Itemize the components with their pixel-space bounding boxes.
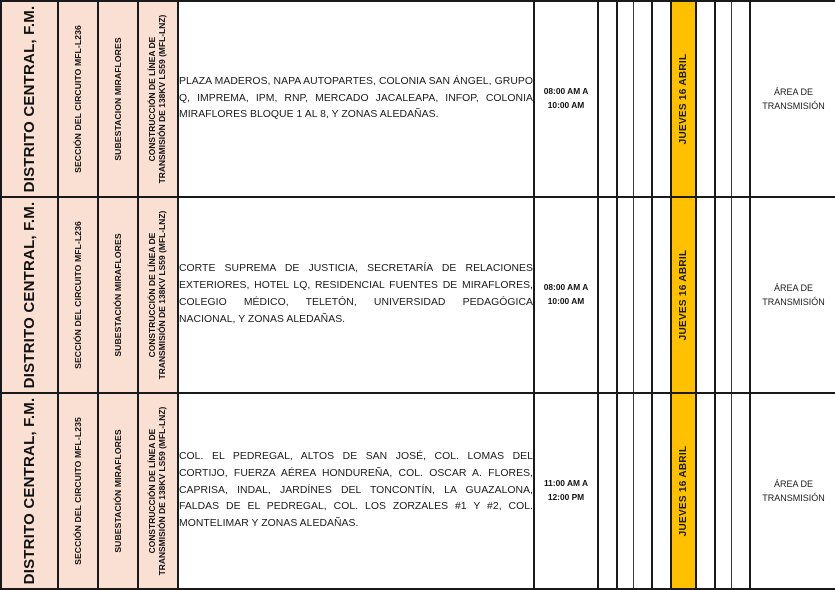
substation-label: SUBESTACIÓN MIRAFLORES (112, 429, 123, 553)
spacer-cell-2 (617, 1, 633, 197)
spacer-cell-3 (633, 1, 652, 197)
day-highlight-cell (671, 197, 696, 393)
district-cell (1, 197, 58, 393)
table-row (1, 197, 835, 393)
substation-cell (98, 1, 138, 197)
spacer-cell-1 (598, 197, 617, 393)
spacer-cell-4 (652, 197, 671, 393)
substation-label: SUBESTACION MIRAFLORES (112, 37, 123, 161)
table-row (1, 1, 835, 197)
affected-areas-text: PLAZA MADEROS, NAPA AUTOPARTES, COLONIA SAN ÁNGEL, GRUPO Q, IMPREMA, IPM, RNP, MERCADO JACALEAPA, INFOP, COLONIA MIRAFLORES BLOQUE 1 AL 8, Y ZONAS ALEDAÑAS. (179, 75, 533, 121)
work-description-cell (138, 393, 178, 589)
day-label: JUEVES 16 ABRIL (677, 249, 689, 341)
substation-label: SUBESTACIÓN MIRAFLORES (112, 233, 123, 357)
transmission-area-cell (750, 197, 835, 393)
time-to: 10:00 AM (547, 100, 585, 110)
circuit-label: SECCIÓN DEL CIRCUITO MFL-L236 (72, 25, 83, 173)
time-to: 10:00 AM (547, 296, 585, 306)
district-cell (1, 1, 58, 197)
affected-areas-cell (178, 1, 534, 197)
transmission-area-cell (750, 393, 835, 589)
area-line-1: ÁREA DE (773, 86, 813, 97)
area-line-1: ÁREA DE (773, 282, 813, 293)
spacer-cell-5 (696, 1, 715, 197)
spacer-cell-3 (633, 197, 652, 393)
district-label: DISTRITO CENTRAL, F.M. (20, 397, 38, 585)
spacer-cell-6 (715, 1, 731, 197)
time-from: 08:00 AM A (543, 86, 589, 97)
area-line-2: TRANSMISIÓN (762, 297, 825, 307)
area-line-1: ÁREA DE (773, 478, 813, 489)
spacer-cell-4 (652, 1, 671, 197)
circuit-cell (58, 197, 98, 393)
spacer-cell-7 (731, 197, 750, 393)
work-label: CONSTRUCCIÓN DE LÍNEA DE TRANSMISIÓN DE 138KV LS59 (MFL-LNZ) (147, 406, 167, 576)
spacer-cell-6 (715, 197, 731, 393)
time-from: 11:00 AM A (543, 478, 589, 489)
circuit-label: SECCIÓN DEL CIRCUITO MFL-L235 (72, 417, 83, 565)
circuit-cell (58, 393, 98, 589)
spacer-cell-1 (598, 1, 617, 197)
spacer-cell-6 (715, 393, 731, 589)
time-range-cell (534, 1, 598, 197)
circuit-label: SECCIÓN DEL CIRCUITO MFL-L236 (72, 221, 83, 369)
affected-areas-text: COL. EL PEDREGAL, ALTOS DE SAN JOSÉ, COL. LOMAS DEL CORTIJO, FUERZA AÉREA HONDUREÑA, COL. OSCAR A. FLORES, CAPRISA, INDAL, JARDÍNES DEL TONCONTÍN, LA GUAZALONA, FALDAS DE EL PEDREGAL, COL. LOS ZORZALES #1 Y #2, COL. MONTELIMAR Y ZONAS ALEDAÑAS. (179, 450, 533, 530)
work-description-cell (138, 197, 178, 393)
work-description-cell (138, 1, 178, 197)
affected-areas-cell (178, 393, 534, 589)
spacer-cell-7 (731, 393, 750, 589)
spacer-cell-2 (617, 393, 633, 589)
spacer-cell-3 (633, 393, 652, 589)
affected-areas-cell (178, 197, 534, 393)
day-highlight-cell (671, 1, 696, 197)
district-label: DISTRITO CENTRAL, F.M. (20, 201, 38, 389)
time-from: 08:00 AM A (543, 282, 589, 293)
substation-cell (98, 197, 138, 393)
day-label: JUEVES 16 ABRIL (677, 53, 689, 145)
time-range-cell (534, 197, 598, 393)
transmission-area-cell (750, 1, 835, 197)
spacer-cell-2 (617, 197, 633, 393)
area-line-2: TRANSMISIÓN (762, 493, 825, 503)
table-body (1, 1, 835, 589)
circuit-cell (58, 1, 98, 197)
spacer-cell-7 (731, 1, 750, 197)
table-row (1, 393, 835, 589)
affected-areas-text: CORTE SUPREMA DE JUSTICIA, SECRETARÍA DE RELACIONES EXTERIORES, HOTEL LQ, RESIDENCIAL FUENTES DE MIRAFLORES, COLEGIO MÉDICO, TELETÓN, UNIVERSIDAD PEDAGÓGICA NACIONAL, Y ZONAS ALEDAÑAS. (179, 263, 533, 325)
area-line-2: TRANSMISIÓN (762, 101, 825, 111)
day-highlight-cell (671, 393, 696, 589)
spacer-cell-5 (696, 197, 715, 393)
work-label: CONSTRUCCIÓN DE LÍNEA DE TRANSMISIÓN DE 138KV LS59 (MFL-LNZ) (147, 210, 167, 380)
district-cell (1, 393, 58, 589)
spacer-cell-4 (652, 393, 671, 589)
district-label: DISTRITO CENTRAL, F.M. (20, 5, 38, 193)
time-range-cell (534, 393, 598, 589)
spacer-cell-5 (696, 393, 715, 589)
work-label: CONSTRUCCIÓN DE LÍNEA DE TRANSMISIÓN DE 138KV LS59 (MFL-LNZ) (147, 14, 167, 184)
time-to: 12:00 PM (547, 492, 585, 502)
substation-cell (98, 393, 138, 589)
spacer-cell-1 (598, 393, 617, 589)
day-label: JUEVES 16 ABRIL (677, 445, 689, 537)
